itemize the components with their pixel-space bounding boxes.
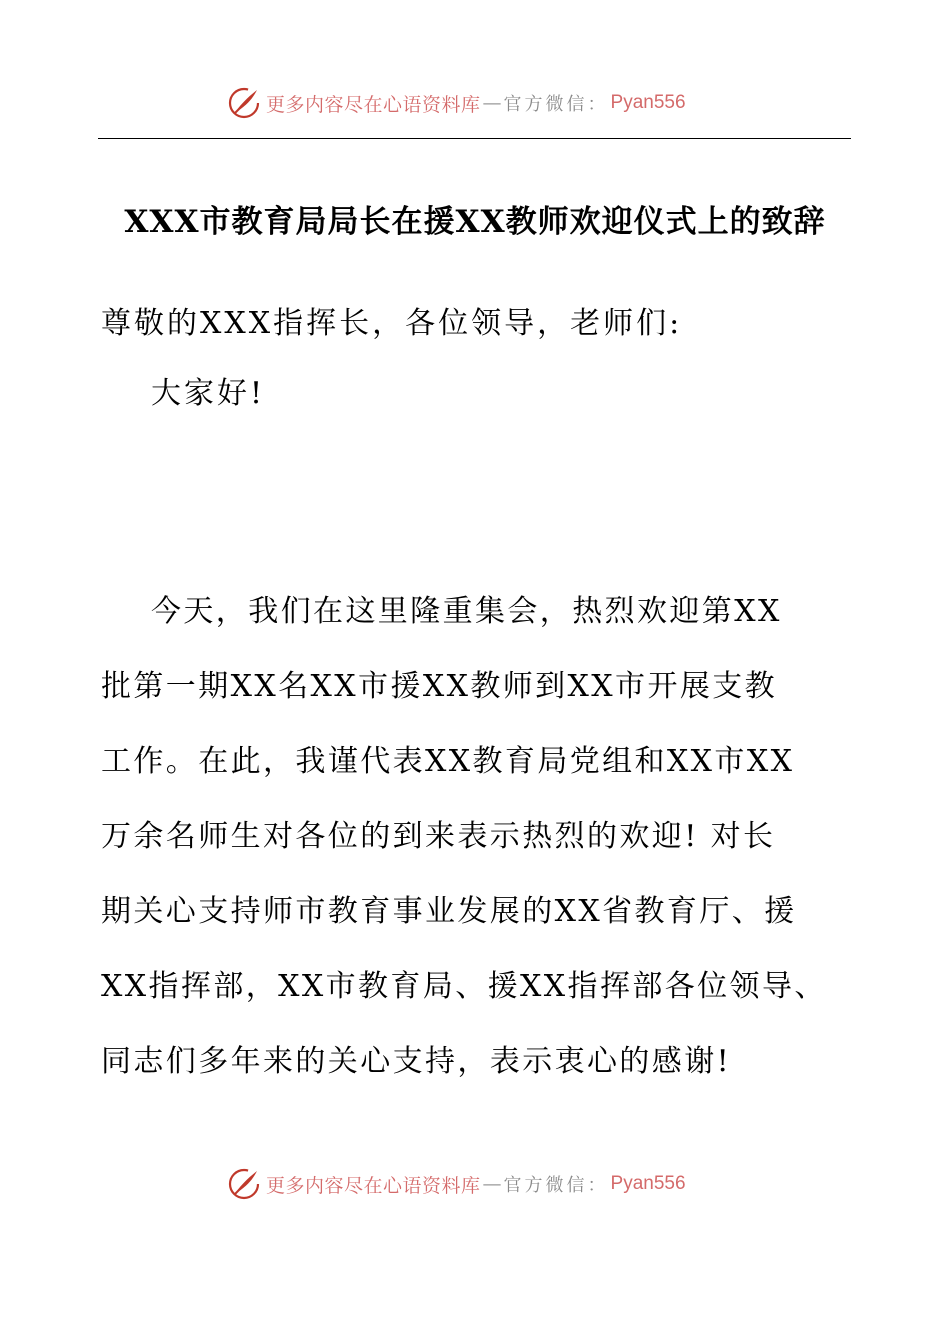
- banner-text: 更多内容尽在心语资料库: [266, 1174, 481, 1197]
- banner-dash: —: [482, 1173, 502, 1195]
- paragraph-line: 今天，我们在这里隆重集会，热烈欢迎第XX: [151, 594, 782, 629]
- paragraph-line: 万余名师生对各位的到来表示热烈的欢迎! 对长: [101, 819, 776, 854]
- quill-pen-logo-icon: [226, 1166, 262, 1202]
- banner-wechat-id: Pyan556: [610, 92, 686, 113]
- footer-banner: [226, 1165, 686, 1203]
- greeting: 大家好!: [151, 376, 266, 411]
- paragraph-line: 同志们多年来的关心支持，表示衷心的感谢!: [101, 1044, 732, 1079]
- paragraph-line: 工作。在此，我谨代表XX教育局党组和XX市XX: [101, 744, 795, 779]
- header-banner: [226, 84, 686, 122]
- quill-pen-logo-icon: [226, 85, 262, 121]
- banner-wechat-label: 官方微信：: [503, 1175, 609, 1196]
- paragraph-line: 期关心支持师市教育事业发展的XX省教育厅、援: [101, 894, 797, 929]
- banner-text: 更多内容尽在心语资料库: [266, 93, 481, 116]
- document-title: XXX市教育局局长在援XX教师欢迎仪式上的致辞: [124, 204, 826, 240]
- banner-dash: —: [482, 92, 502, 114]
- header-divider: [98, 138, 851, 139]
- paragraph-line: XX指挥部，XX市教育局、援XX指挥部各位领导、: [101, 969, 827, 1004]
- salutation: 尊敬的XXX指挥长，各位领导，老师们:: [101, 306, 683, 341]
- banner-wechat-id: Pyan556: [610, 1173, 686, 1194]
- banner-wechat-label: 官方微信：: [503, 94, 609, 115]
- paragraph-line: 批第一期XX名XX市援XX教师到XX市开展支教: [101, 669, 778, 704]
